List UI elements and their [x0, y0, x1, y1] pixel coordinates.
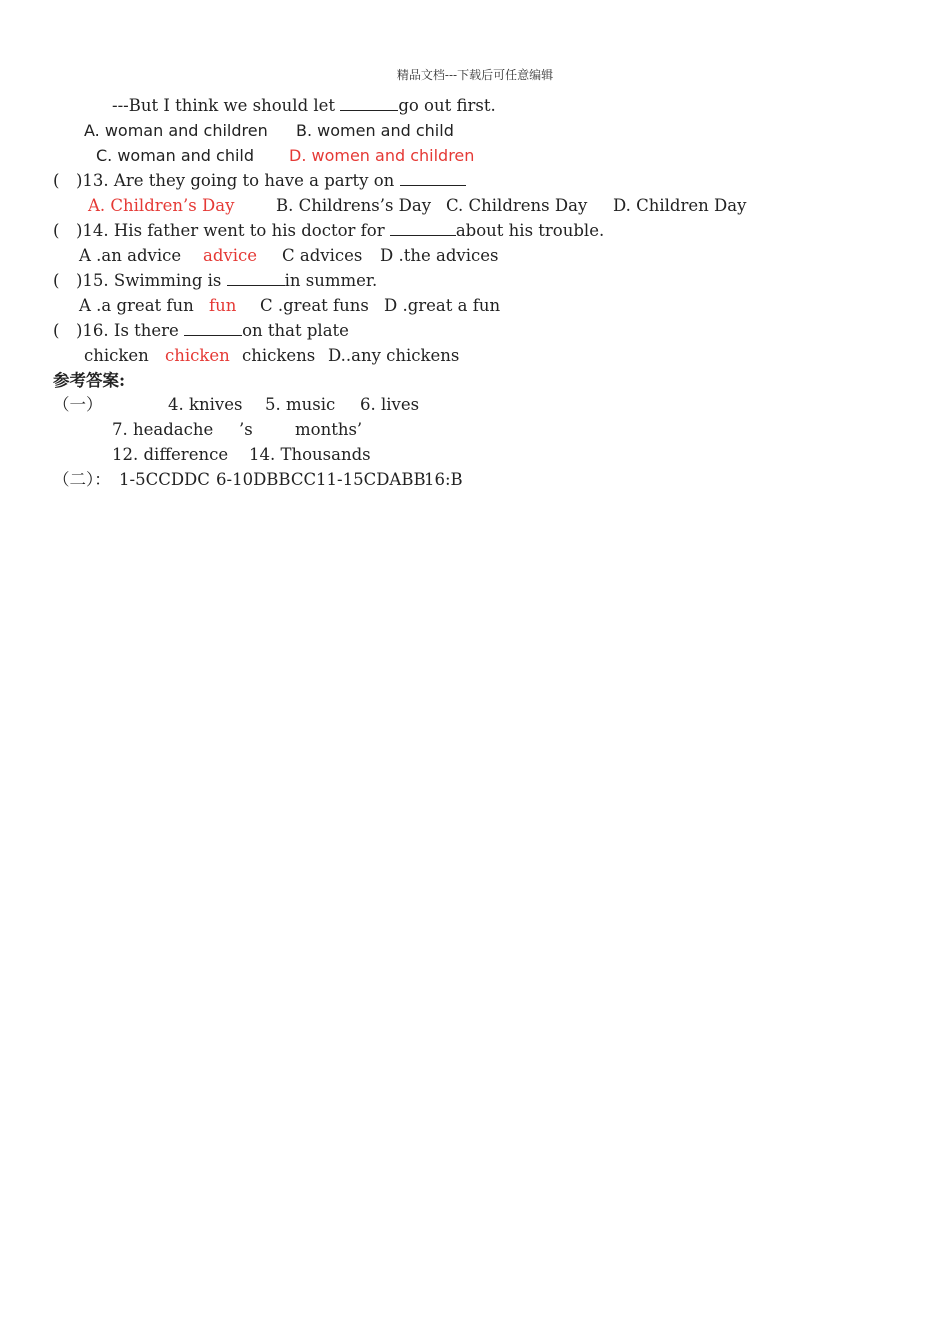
q13-paren: (: [53, 171, 60, 190]
q14-options: [0, 246, 950, 266]
q16-options: [0, 346, 950, 366]
answers-part1-row3: [0, 445, 950, 465]
q15-stem: [0, 271, 950, 291]
q16-option-b-answer: chicken: [165, 346, 230, 365]
q13-options: [0, 196, 950, 216]
q14-stem: [0, 221, 950, 241]
q15-stem-text: [76, 271, 377, 291]
q14-paren: (: [53, 221, 60, 240]
q13-option-b: B. Childrens’s Day: [276, 196, 432, 215]
q16-stem-part2: on that plate: [242, 321, 349, 340]
answer-4: 4. knives: [168, 395, 243, 414]
answer-12: 12. difference: [112, 445, 229, 464]
page-header: 精品文档---下载后可任意编辑: [396, 68, 554, 82]
answers-part1-row2: [0, 420, 950, 440]
q15-option-d: D .great a fun: [384, 296, 501, 315]
answers-part2-row: [0, 470, 950, 490]
q12-options-row1: [0, 121, 950, 141]
q16-option-c: chickens: [242, 346, 316, 365]
q13-option-d: D. Children Day: [613, 196, 747, 215]
q13-stem-text: [76, 171, 466, 191]
answers-part2-1-5: 1-5CCDDC: [119, 470, 210, 489]
q13-stem: [0, 171, 950, 191]
q12-stem-part2: go out first.: [398, 96, 496, 115]
answer-14: 14. Thousands: [249, 445, 371, 464]
q15-stem-part2: in summer.: [284, 271, 378, 290]
answers-part1-row1: [0, 395, 950, 415]
q14-blank: [390, 221, 456, 236]
q14-stem-text: [76, 221, 604, 241]
q12-stem: [112, 96, 496, 116]
q14-option-b-answer: advice: [203, 246, 258, 265]
answer-5: 5. music: [265, 395, 336, 414]
q14-option-c: C advices: [282, 246, 363, 265]
q12-stem-part1: ---But I think we should let: [112, 96, 341, 115]
answers-part2-16: 16:B: [424, 470, 463, 489]
answers-part2-11-15: 11-15CDABB: [316, 470, 426, 489]
q13-blank: [400, 171, 466, 186]
q15-options: [0, 296, 950, 316]
q12-option-c: C. woman and child: [96, 146, 255, 165]
q15-option-b-answer: fun: [209, 296, 237, 315]
q12-option-b: B. women and child: [296, 121, 454, 140]
q16-option-a: chicken: [84, 346, 149, 365]
answers-part2-label: （二）：: [53, 470, 111, 489]
q16-stem: [0, 321, 950, 341]
q15-blank: [227, 271, 285, 286]
q12-options-row2: [0, 146, 950, 166]
q15-stem-part1: )15. Swimming is: [76, 271, 227, 290]
q14-option-d: D .the advices: [380, 246, 499, 265]
q15-paren: (: [53, 271, 60, 290]
q14-stem-part2: about his trouble.: [455, 221, 605, 240]
answers-part1-label: （一）: [53, 395, 103, 414]
q14-option-a: A .an advice: [79, 246, 182, 265]
q12-option-d-answer: D. women and children: [289, 146, 475, 165]
answer-9: months’: [295, 420, 363, 439]
q13-option-a-answer: A. Children’s Day: [88, 196, 235, 215]
answers-title: 参考答案:: [53, 371, 126, 390]
q13-option-c: C. Childrens Day: [446, 196, 588, 215]
q12-option-a: A. woman and children: [84, 121, 268, 140]
answer-8: ’s: [239, 420, 253, 439]
q16-stem-text: [76, 321, 349, 341]
answer-6: 6. lives: [360, 395, 420, 414]
q13-stem-label: )13. Are they going to have a party on: [76, 171, 400, 190]
q15-option-c: C .great funs: [260, 296, 369, 315]
q16-paren: (: [53, 321, 60, 340]
q16-blank: [184, 321, 242, 336]
q15-option-a: A .a great fun: [79, 296, 194, 315]
q14-stem-part1: )14. His father went to his doctor for: [76, 221, 390, 240]
q12-blank: [340, 96, 398, 111]
q16-stem-part1: )16. Is there: [76, 321, 185, 340]
answer-7: 7. headache: [112, 420, 214, 439]
q16-option-d: D..any chickens: [328, 346, 460, 365]
answers-part2-6-10: 6-10DBBCC: [216, 470, 317, 489]
